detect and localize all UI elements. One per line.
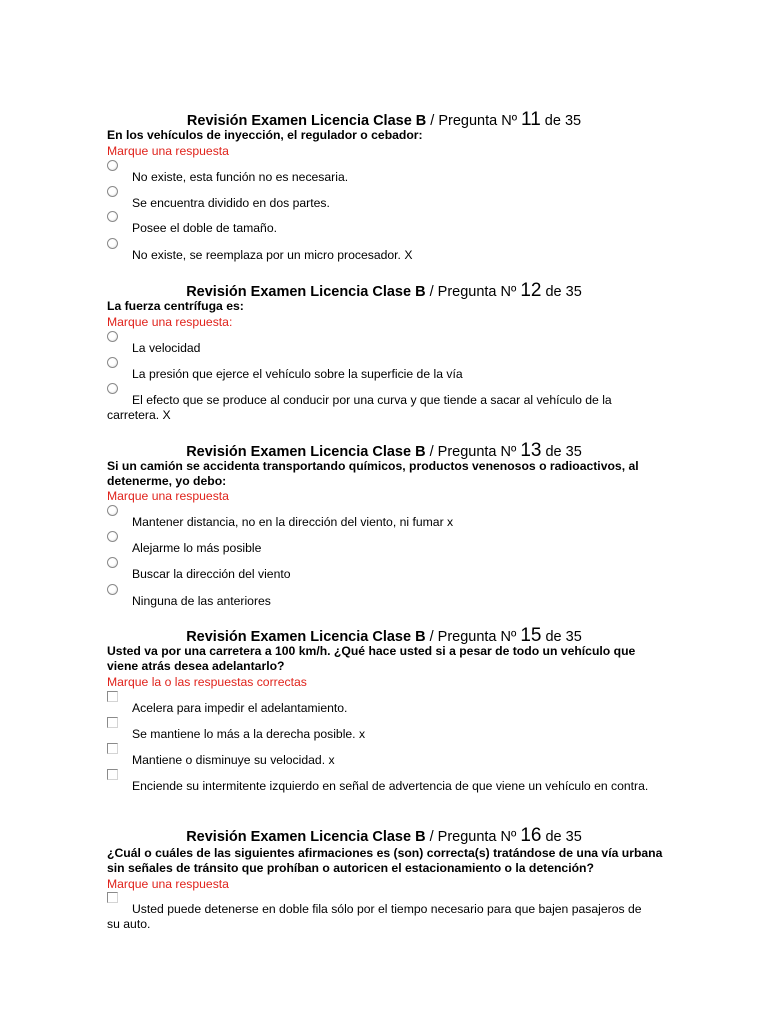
radio-button[interactable]	[107, 160, 118, 171]
option-label: Usted puede detenerse en doble fila sólo por el tiempo necesario para que bajen pasajeros de su auto.	[107, 902, 642, 931]
question-text: ¿Cuál o cuáles de las siguientes afirmaciones es (son) correcta(s) tratándose de una vía urbana sin señales de tránsito que prohíban o autoricen el estacionamiento o la detención?	[107, 846, 663, 875]
option-label: Posee el doble de tamaño.	[132, 221, 278, 235]
question-text: Si un camión se accidenta transportando químicos, productos venenosos o radioactivos, al detenerme, yo debo:	[107, 459, 639, 488]
answer-option[interactable]	[107, 393, 657, 423]
answer-option[interactable]	[107, 541, 657, 556]
question-instruction: Marque una respuesta:	[107, 315, 233, 329]
header-pregunta-label: / Pregunta Nº	[425, 629, 521, 645]
option-label: Mantener distancia, no en la dirección del viento, ni fumar x	[132, 515, 454, 529]
question-instruction: Marque una respuesta	[107, 489, 229, 503]
question-instruction: Marque una respuesta	[107, 877, 229, 891]
question-number: 16	[520, 825, 542, 846]
header-title: Revisión Examen Licencia Clase B	[186, 113, 427, 129]
answer-option[interactable]	[107, 248, 657, 263]
question-number: 11	[521, 109, 541, 130]
answer-option[interactable]	[107, 701, 657, 716]
option-label: Enciende su intermitente izquierdo en señal de advertencia de que viene un vehículo en contra.	[132, 779, 649, 793]
answer-option[interactable]	[107, 902, 657, 932]
question-text: La fuerza centrífuga es:	[107, 299, 244, 313]
header-pregunta-label: / Pregunta Nº	[425, 444, 521, 460]
question-text: En los vehículos de inyección, el regulador o cebador:	[107, 128, 423, 142]
header-total-label: de 35	[541, 829, 582, 845]
header-total-label: de 35	[541, 284, 582, 300]
option-label: Ninguna de las anteriores	[132, 594, 271, 608]
header-pregunta-label: / Pregunta Nº	[426, 113, 522, 129]
option-label: No existe, se reemplaza por un micro procesador. X	[132, 248, 413, 262]
option-label: Mantiene o disminuye su velocidad. x	[132, 753, 335, 767]
radio-button[interactable]	[107, 557, 118, 568]
answer-option[interactable]	[107, 367, 657, 382]
header-title: Revisión Examen Licencia Clase B	[186, 629, 426, 645]
option-label: Alejarme lo más posible	[132, 541, 262, 555]
option-label: Acelera para impedir el adelantamiento.	[132, 701, 348, 715]
question-text: Usted va por una carretera a 100 km/h. ¿Qué hace usted si a pesar de todo un vehículo que viene atrás desea adelantarlo?	[107, 644, 636, 673]
option-label: Se encuentra dividido en dos partes.	[132, 196, 330, 210]
answer-option[interactable]	[107, 196, 657, 211]
option-label: El efecto que se produce al conducir por una curva y que tiende a sacar al vehículo de la carretera. X	[107, 393, 612, 422]
radio-button[interactable]	[107, 505, 118, 516]
radio-button[interactable]	[107, 584, 118, 595]
radio-button[interactable]	[107, 383, 118, 394]
header-pregunta-label: / Pregunta Nº	[425, 829, 521, 845]
answer-option[interactable]	[107, 515, 657, 530]
radio-button[interactable]	[107, 357, 118, 368]
option-label: Se mantiene lo más a la derecha posible. x	[132, 727, 366, 741]
option-label: No existe, esta función no es necesaria.	[132, 170, 349, 184]
question-instruction: Marque la o las respuestas correctas	[107, 675, 307, 689]
header-pregunta-label: / Pregunta Nº	[425, 284, 521, 300]
question-number: 12	[520, 280, 542, 301]
radio-button[interactable]	[107, 331, 118, 342]
answer-option[interactable]	[107, 594, 657, 609]
header-total-label: de 35	[541, 629, 582, 645]
header-title: Revisión Examen Licencia Clase B	[186, 444, 426, 460]
option-label: La velocidad	[132, 341, 201, 355]
radio-button[interactable]	[107, 531, 118, 542]
question-number: 13	[520, 440, 542, 461]
radio-button[interactable]	[107, 211, 118, 222]
header-title: Revisión Examen Licencia Clase B	[186, 284, 426, 300]
header-total-label: de 35	[540, 113, 582, 129]
answer-option[interactable]	[107, 221, 657, 236]
checkbox[interactable]	[107, 769, 118, 780]
answer-option[interactable]	[107, 567, 657, 582]
question-number: 15	[520, 625, 542, 646]
checkbox[interactable]	[107, 717, 118, 728]
answer-option[interactable]	[107, 341, 657, 356]
radio-button[interactable]	[107, 238, 118, 249]
header-total-label: de 35	[541, 444, 582, 460]
answer-option[interactable]	[107, 779, 657, 794]
checkbox[interactable]	[107, 691, 118, 702]
question-header-16	[0, 825, 768, 847]
option-label: La presión que ejerce el vehículo sobre la superficie de la vía	[132, 367, 463, 381]
header-title: Revisión Examen Licencia Clase B	[186, 829, 426, 845]
option-label: Buscar la dirección del viento	[132, 567, 291, 581]
checkbox[interactable]	[107, 743, 118, 754]
question-instruction: Marque una respuesta	[107, 144, 229, 158]
answer-option[interactable]	[107, 170, 657, 185]
radio-button[interactable]	[107, 186, 118, 197]
checkbox[interactable]	[107, 892, 118, 903]
answer-option[interactable]	[107, 727, 657, 742]
answer-option[interactable]	[107, 753, 657, 768]
